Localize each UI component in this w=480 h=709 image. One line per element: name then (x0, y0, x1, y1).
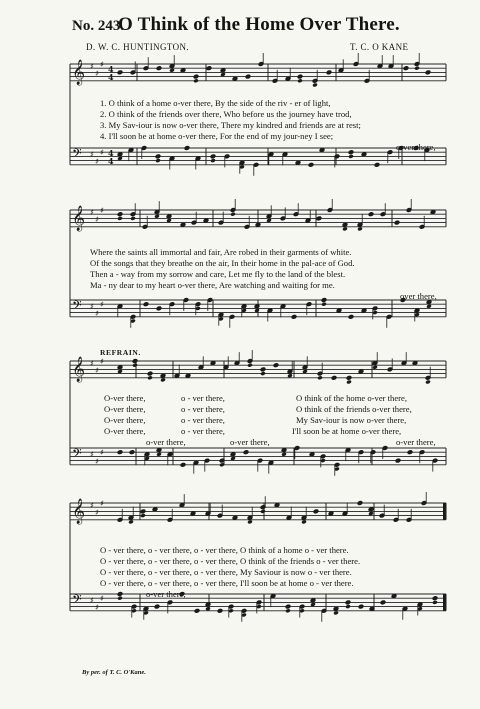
refrain-word: O think of the home o-ver there, (296, 393, 407, 403)
sharp-icon: ♯ (90, 150, 94, 159)
sharp-icon: ♯ (100, 60, 104, 69)
sharp-icon: ♯ (100, 499, 104, 508)
bass-clef-icon: 𝄢 (72, 298, 82, 316)
refrain-word: o - ver there, (181, 426, 225, 436)
sharp-icon: ♯ (90, 501, 94, 510)
notehead (132, 363, 138, 368)
notehead (156, 66, 162, 71)
verse-tag: over there, (400, 291, 437, 301)
sharp-icon: ♯ (100, 594, 104, 603)
notehead (260, 509, 266, 514)
time-signature: 4 (108, 64, 114, 74)
notehead (132, 359, 138, 364)
notehead (260, 371, 266, 376)
notehead (317, 375, 323, 380)
lyricist-credit: D. W. C. HUNTINGTON. (86, 42, 190, 52)
closing-line-1: O - ver there, o - ver there, o - ver there, O think of a home o - ver there. (100, 545, 349, 555)
notehead (345, 600, 351, 605)
sharp-icon: ♯ (90, 359, 94, 368)
closing-line-3: O - ver there, o - ver there, o - ver there, My Saviour is now o - ver there. (100, 567, 352, 577)
notehead (217, 608, 223, 613)
bass-clef-icon: 𝄢 (72, 146, 82, 164)
notehead (326, 70, 332, 75)
notehead (285, 608, 291, 613)
notehead (403, 66, 409, 71)
final-barline (443, 503, 446, 520)
time-signature: 4 (108, 72, 114, 82)
notehead (117, 70, 123, 75)
notehead (312, 83, 318, 88)
notehead (130, 216, 136, 221)
refrain-word: o - ver there, (181, 404, 225, 414)
notehead (380, 600, 386, 605)
notehead (368, 212, 374, 217)
notehead (147, 371, 153, 376)
sharp-icon: ♯ (100, 300, 104, 309)
verse-line-1: Where the saints all immortal and fair, Are robed in their garments of white. (90, 247, 352, 257)
treble-staff (70, 503, 446, 520)
refrain-word: O-ver there, (104, 426, 146, 436)
refrain-bass-tag: o-ver there, (146, 437, 186, 447)
treble-clef-icon: 𝄞 (72, 206, 86, 231)
time-signature: 4 (108, 156, 114, 166)
notehead (273, 363, 279, 368)
notehead (432, 600, 438, 605)
sharp-icon: ♯ (95, 366, 99, 375)
treble-clef-icon: 𝄞 (72, 357, 86, 382)
notehead (210, 158, 216, 163)
sharp-icon: ♯ (95, 508, 99, 517)
notehead (210, 154, 216, 159)
refrain-word: My Sav-iour is now o-ver there, (296, 415, 407, 425)
sharp-icon: ♯ (95, 215, 99, 224)
sharp-icon: ♯ (90, 62, 94, 71)
notehead (230, 212, 236, 217)
final-barline (443, 594, 446, 611)
sharp-icon: ♯ (100, 206, 104, 215)
notehead (345, 604, 351, 609)
sharp-icon: ♯ (90, 302, 94, 311)
notehead (297, 78, 303, 83)
refrain-label: REFRAIN. (100, 348, 141, 357)
notehead (147, 375, 153, 380)
notehead (117, 216, 123, 221)
notehead (156, 306, 162, 311)
sharp-icon: ♯ (100, 148, 104, 157)
refrain-word: o - ver there, (181, 415, 225, 425)
time-signature: 4 (108, 148, 114, 158)
notehead (394, 220, 400, 225)
notehead (425, 380, 431, 385)
sharp-icon: ♯ (90, 450, 94, 459)
notehead (331, 375, 337, 380)
notehead (357, 501, 363, 506)
notehead (247, 363, 253, 368)
notehead (117, 450, 123, 455)
refrain-word: o - ver there, (181, 393, 225, 403)
verse-line-1: 1. O think of a home o-ver there, By the side of the riv - er of light, (100, 98, 331, 108)
treble-clef-icon: 𝄞 (72, 499, 86, 524)
sharp-icon: ♯ (90, 208, 94, 217)
notehead (407, 450, 413, 455)
notehead (425, 70, 431, 75)
refrain-word: O-ver there, (104, 404, 146, 414)
notehead (155, 154, 161, 159)
refrain-word: I'll soon be at home o-ver there, (292, 426, 402, 436)
verse-line-2: 2. O think of the friends over there, Who before us the journey have trod, (100, 109, 352, 119)
notehead (348, 154, 354, 159)
treble-clef-icon: 𝄞 (72, 60, 86, 85)
verse-line-2: Of the songs that they breathe on the air, In their home in the pal-ace of God. (90, 258, 355, 268)
notehead (117, 596, 123, 601)
notehead (432, 596, 438, 601)
notehead (348, 314, 354, 319)
sharp-icon: ♯ (95, 603, 99, 612)
notehead (260, 367, 266, 372)
notehead (308, 162, 314, 167)
verse-line-3: Then a - way from my sorrow and care, Let me fly to the land of the blest. (90, 269, 346, 279)
verse-tag: o-ver there, (396, 142, 436, 152)
verse-line-4: Ma - ny dear to my heart o-ver there, Are watching and waiting for me. (90, 280, 335, 290)
bass-clef-icon: 𝄢 (72, 446, 82, 464)
sharp-icon: ♯ (95, 69, 99, 78)
notehead (346, 380, 352, 385)
notehead (243, 450, 249, 455)
notehead (194, 608, 200, 613)
closing-line-4: O - ver there, o - ver there, o - ver there, I'll soon be at home o - ver there. (100, 578, 354, 588)
notehead (321, 302, 327, 307)
notehead (374, 162, 380, 167)
refrain-word: O think of the friends o-ver there, (296, 404, 412, 414)
notehead (117, 592, 123, 597)
notehead (358, 604, 364, 609)
sharp-icon: ♯ (90, 596, 94, 605)
verse-line-3: 3. My Sav-iour is now o-ver there, There my kindred and friends are at rest; (100, 120, 361, 130)
notehead (193, 78, 199, 83)
composer-credit: T. C. O KANE (350, 42, 409, 52)
notehead (291, 314, 297, 319)
notehead (245, 74, 251, 79)
notehead (154, 604, 160, 609)
notehead (140, 509, 146, 514)
notehead (184, 146, 190, 151)
notehead (155, 158, 161, 163)
notehead (180, 462, 186, 467)
hymn-number: No. 243. (72, 18, 125, 34)
refrain-word: O-ver there, (104, 415, 146, 425)
notehead (395, 458, 401, 463)
sharp-icon: ♯ (95, 157, 99, 166)
verse-line-4: 4. I'll soon be at home o-ver there, For the end of my jour-ney I see; (100, 131, 334, 141)
notehead (193, 74, 199, 79)
hymn-title: O Think of the Home Over There. (118, 14, 400, 35)
notehead (206, 66, 212, 71)
sharp-icon: ♯ (100, 448, 104, 457)
sharp-icon: ♯ (95, 309, 99, 318)
notehead (297, 74, 303, 79)
closing-tag: o-ver there, (146, 589, 186, 599)
notehead (346, 375, 352, 380)
sharp-icon: ♯ (100, 357, 104, 366)
refrain-word: O-ver there, (104, 393, 146, 403)
sharp-icon: ♯ (95, 457, 99, 466)
permission-note: By per. of T. C. O'Kane. (82, 669, 146, 676)
bass-clef-icon: 𝄢 (72, 592, 82, 610)
notehead (414, 66, 420, 71)
notehead (129, 450, 135, 455)
notehead (117, 212, 123, 217)
notehead (143, 302, 149, 307)
notehead (313, 509, 319, 514)
refrain-bass-tag: o-ver there, (396, 437, 436, 447)
notehead (316, 216, 322, 221)
notehead (348, 150, 354, 155)
notehead (321, 298, 327, 303)
closing-line-2: O - ver there, o - ver there, o - ver there, O think of the friends o - ver there. (100, 556, 361, 566)
notehead (285, 604, 291, 609)
refrain-bass-tag: o-ver there, (230, 437, 270, 447)
notehead (140, 513, 146, 518)
